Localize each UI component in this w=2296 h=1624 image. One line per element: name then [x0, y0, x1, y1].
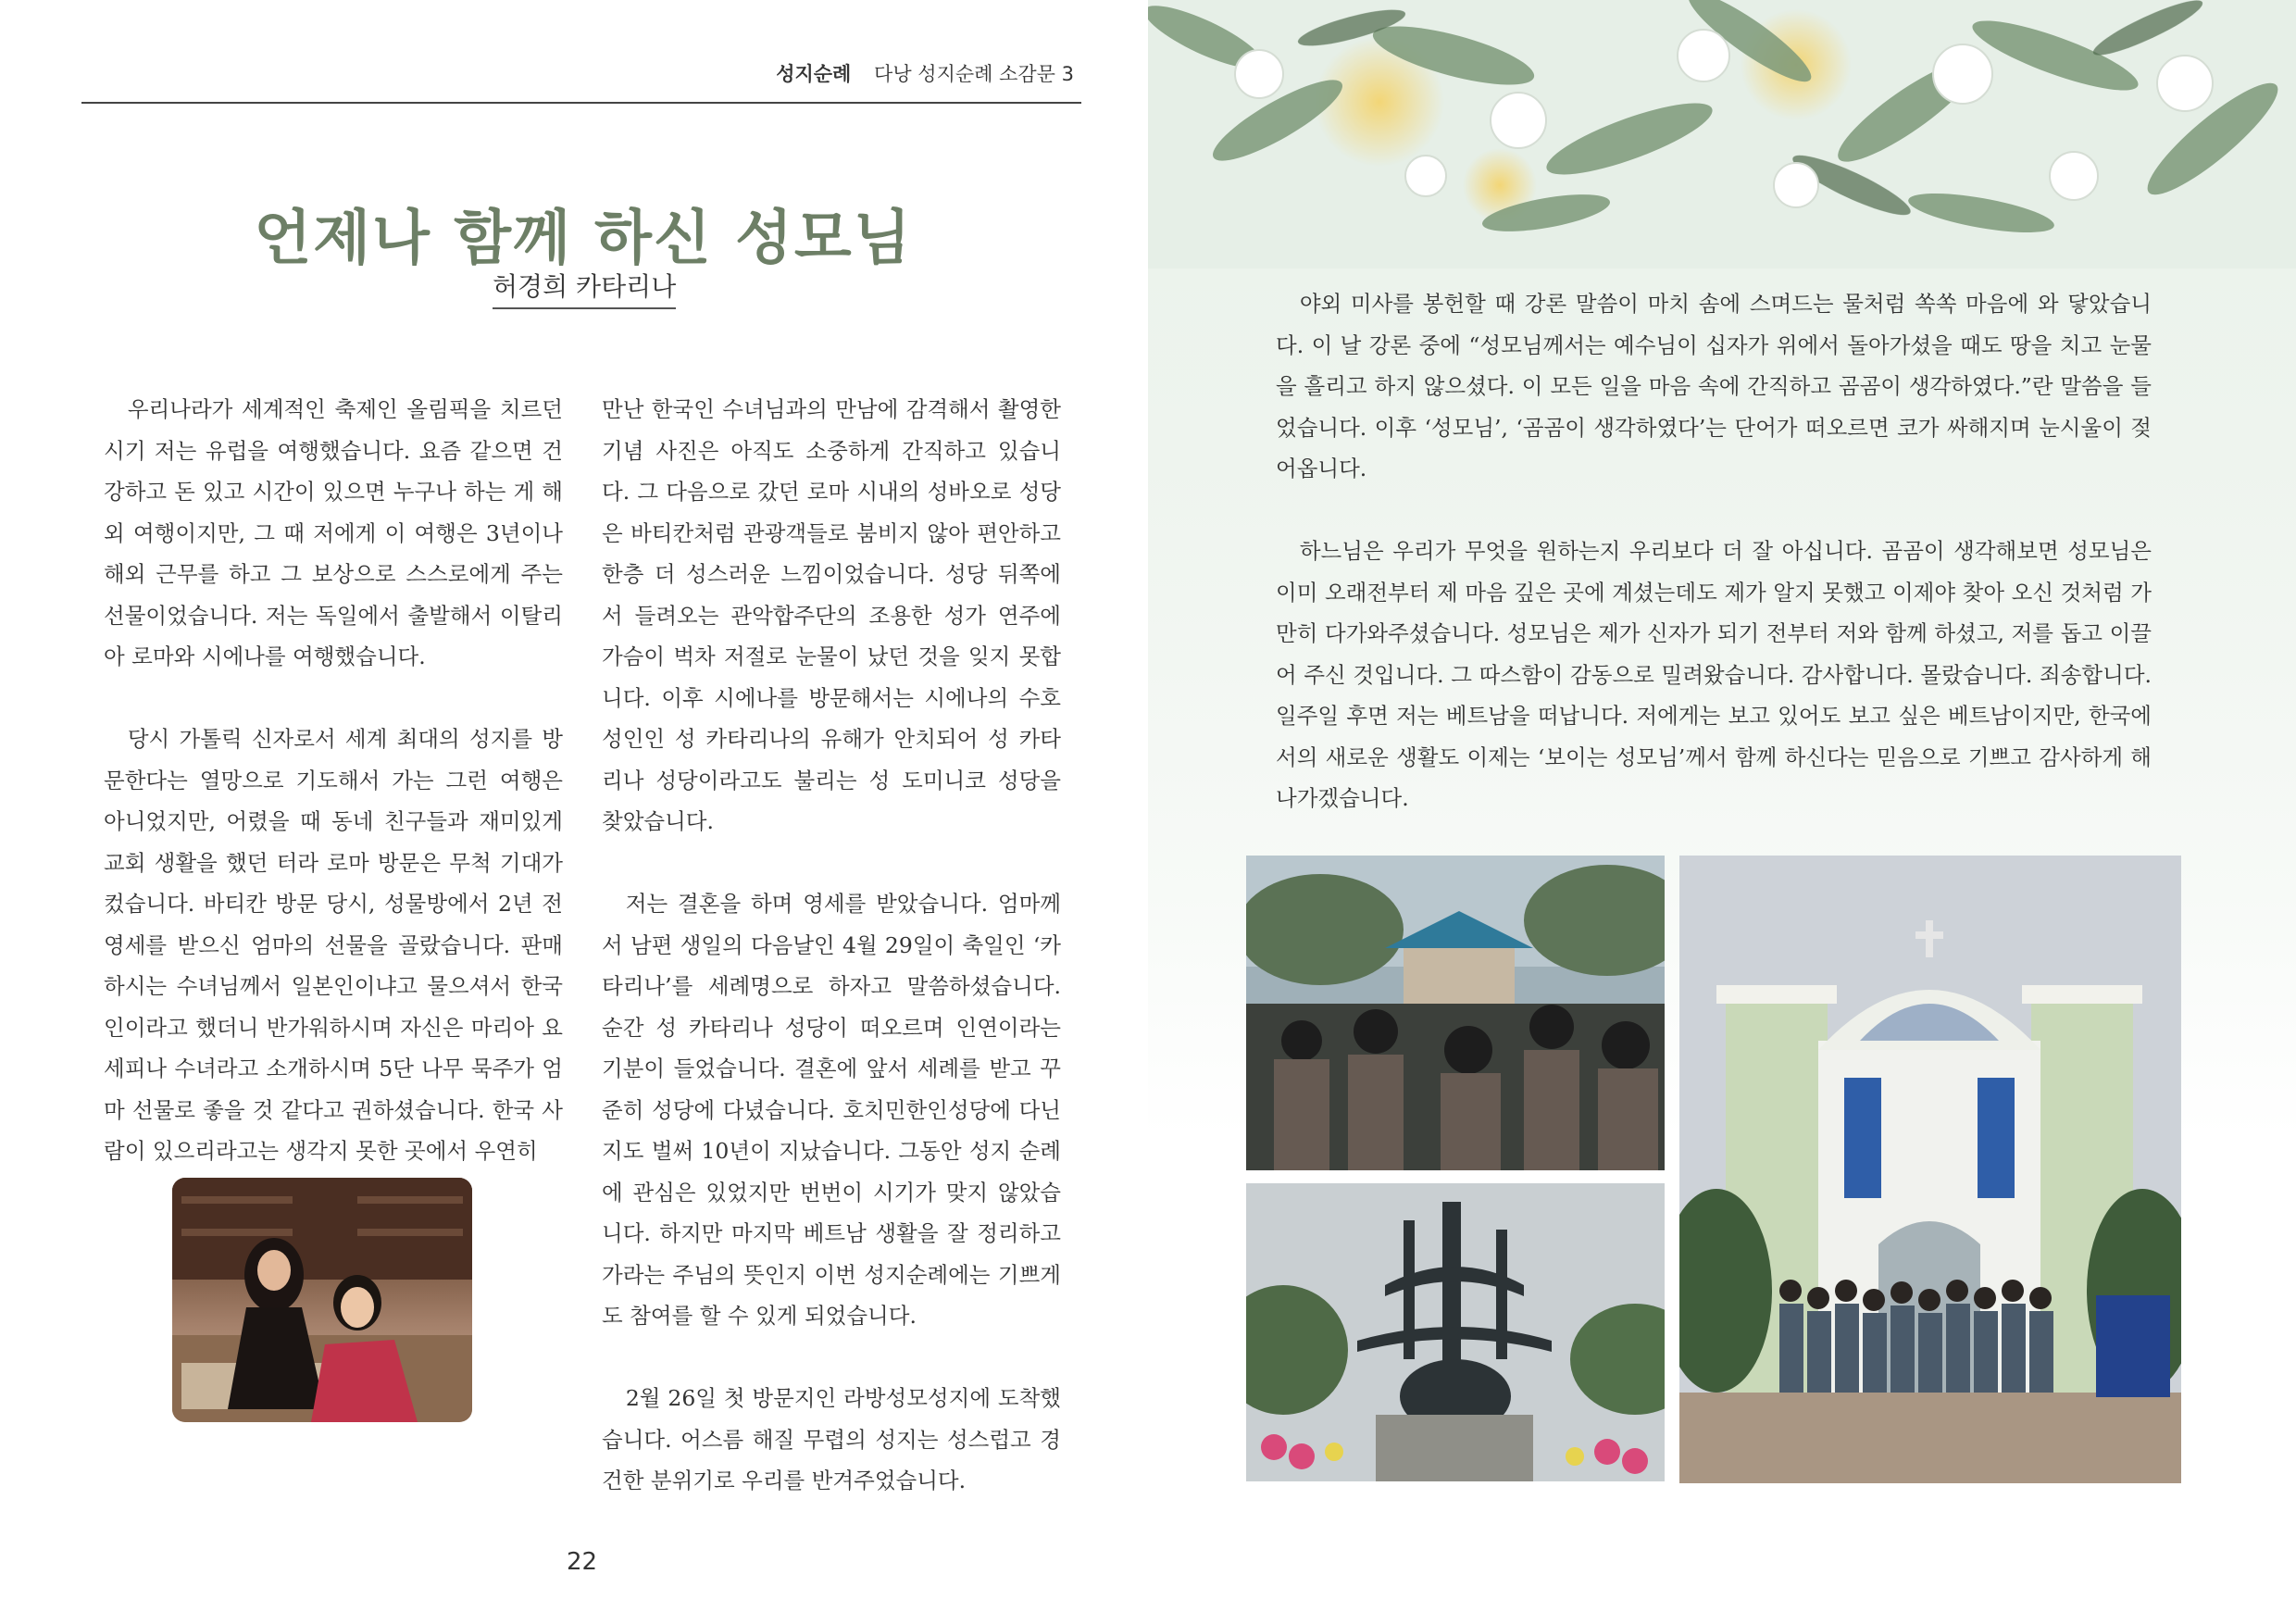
outdoor-mass-illustration: [1246, 856, 1665, 1170]
photo-nun-souvenir-shop: [172, 1178, 472, 1422]
shrine-statue-illustration: [1246, 1183, 1665, 1481]
photo-nun-illustration: [172, 1178, 472, 1422]
section-subtitle: 다낭 성지순례 소감문 3: [874, 63, 1074, 85]
article-title: 언제나 함께 하신 성모님: [254, 204, 913, 273]
paragraph: 야외 미사를 봉헌할 때 강론 말씀이 마치 솜에 스며드는 물처럼 쏙쏙 마음에 와 닿았습니다. 이 날 강론 중에 “성모님께서는 예수님이 십자가 위에서 돌아가셨을 때도 땅을 치고 눈물을 흘리고 하지 않으셨다. 이 모든 일을 마음 속에 간직하고 곰곰이 생각하였다.”란 말씀을 들었습니다. 이후 ‘성모님’, ‘곰곰이 생각하였다’는 단어가 떠오르면 코가 싸해지며 눈시울이 젖어옵니다.: [1276, 291, 2152, 481]
middle-column: [602, 389, 1061, 1543]
photo-shrine-statue: [1246, 1183, 1665, 1481]
floral-decoration: [1148, 0, 2296, 269]
paragraph: 2월 26일 첫 방문지인 라방성모성지에 도착했습니다. 어스름 해질 무렵의 성지는 성스럽고 경건한 분위기로 우리를 반겨주었습니다.: [602, 1385, 1061, 1493]
page-number: 22: [567, 1548, 598, 1576]
header-rule: [81, 102, 1081, 104]
paragraph: 하느님은 우리가 무엇을 원하는지 우리보다 더 잘 아십니다. 곰곰이 생각해보면 성모님은 이미 오래전부터 제 마음 깊은 곳에 계셨는데도 제가 알지 못했고 이제야 찾아 오신 것처럼 가만히 다가와주셨습니다. 성모님은 제가 신자가 되기 전부터 저와 함께 하셨고, 저를 돕고 이끌어 주신 것입니다. 그 따스함이 감동으로 밀려왔습니다. 감사합니다. 몰랐습니다. 죄송합니다. 일주일 후면 저는 베트남을 떠납니다. 저에게는 보고 있어도 보고 싶은 베트남이지만, 한국에서의 새로운 생활도 이제는 ‘보이는 성모님’께서 함께 하신다는 믿음으로 기쁘고 감사하게 해나가겠습니다.: [1276, 538, 2152, 811]
article-author: 허경희 카타리나: [493, 267, 676, 309]
section-label: 성지순례: [776, 63, 852, 85]
right-page: [1148, 0, 2296, 1624]
running-head: [0, 59, 1074, 87]
paragraph: 만난 한국인 수녀님과의 만남에 감격해서 촬영한 기념 사진은 아직도 소중하게 간직하고 있습니다. 그 다음으로 갔던 로마 시내의 성바오로 성당은 바티칸처럼 관광객들로 붐비지 않아 편안하고 한층 더 성스러운 느낌이었습니다. 성당 뒤쪽에서 들려오는 관악합주단의 조용한 성가 연주에 가슴이 벅차 저절로 눈물이 났던 것을 잊지 못합니다. 이후 시에나를 방문해서는 시에나의 수호 성인인 성 카타리나의 유해가 안치되어 성 카타리나 성당이라고도 불리는 성 도미니코 성당을 찾았습니다.: [602, 396, 1061, 834]
church-group-illustration: [1679, 856, 2181, 1483]
photo-outdoor-mass: [1246, 856, 1665, 1170]
paragraph: 우리나라가 세계적인 축제인 올림픽을 치르던 시기 저는 유럽을 여행했습니다. 요즘 같으면 건강하고 돈 있고 시간이 있으면 누구나 하는 게 해외 여행이지만, 그 때 저에게 이 여행은 3년이나 해외 근무를 하고 그 보상으로 스스로에게 주는 선물이었습니다. 저는 독일에서 출발해서 이탈리아 로마와 시에나를 여행했습니다.: [104, 396, 563, 669]
left-column: [104, 389, 563, 1213]
photo-church-group: [1679, 856, 2181, 1483]
right-column: [1276, 283, 2152, 860]
paragraph: 당시 가톨릭 신자로서 세계 최대의 성지를 방문한다는 열망으로 기도해서 가는 그런 여행은 아니었지만, 어렸을 때 동네 친구들과 재미있게 교회 생활을 했던 터라 로마 방문은 무척 기대가 컸습니다. 바티칸 방문 당시, 성물방에서 2년 전 영세를 받으신 엄마의 선물을 골랐습니다. 판매하시는 수녀님께서 일본인이냐고 물으셔서 한국인이라고 했더니 반가워하시며 자신은 마리아 요세피나 수녀라고 소개하시며 5단 나무 묵주가 엄마 선물로 좋을 것 같다고 권하셨습니다. 한국 사람이 있으리라고는 생각지 못한 곳에서 우연히: [104, 726, 563, 1164]
paragraph: 저는 결혼을 하며 영세를 받았습니다. 엄마께서 남편 생일의 다음날인 4월 29일이 축일인 ‘카타리나’를 세례명으로 하자고 말씀하셨습니다. 순간 성 카타리나 성당이 떠오르며 인연이라는 기분이 들었습니다. 결혼에 앞서 세례를 받고 꾸준히 성당에 다녔습니다. 호치민한인성당에 다닌지도 벌써 10년이 지났습니다. 그동안 성지 순례에 관심은 있었지만 번번이 시기가 맞지 않았습니다. 하지만 마지막 베트남 생활을 잘 정리하고 가라는 주님의 뜻인지 이번 성지순례에는 기쁘게도 참여를 할 수 있게 되었습니다.: [602, 891, 1061, 1329]
